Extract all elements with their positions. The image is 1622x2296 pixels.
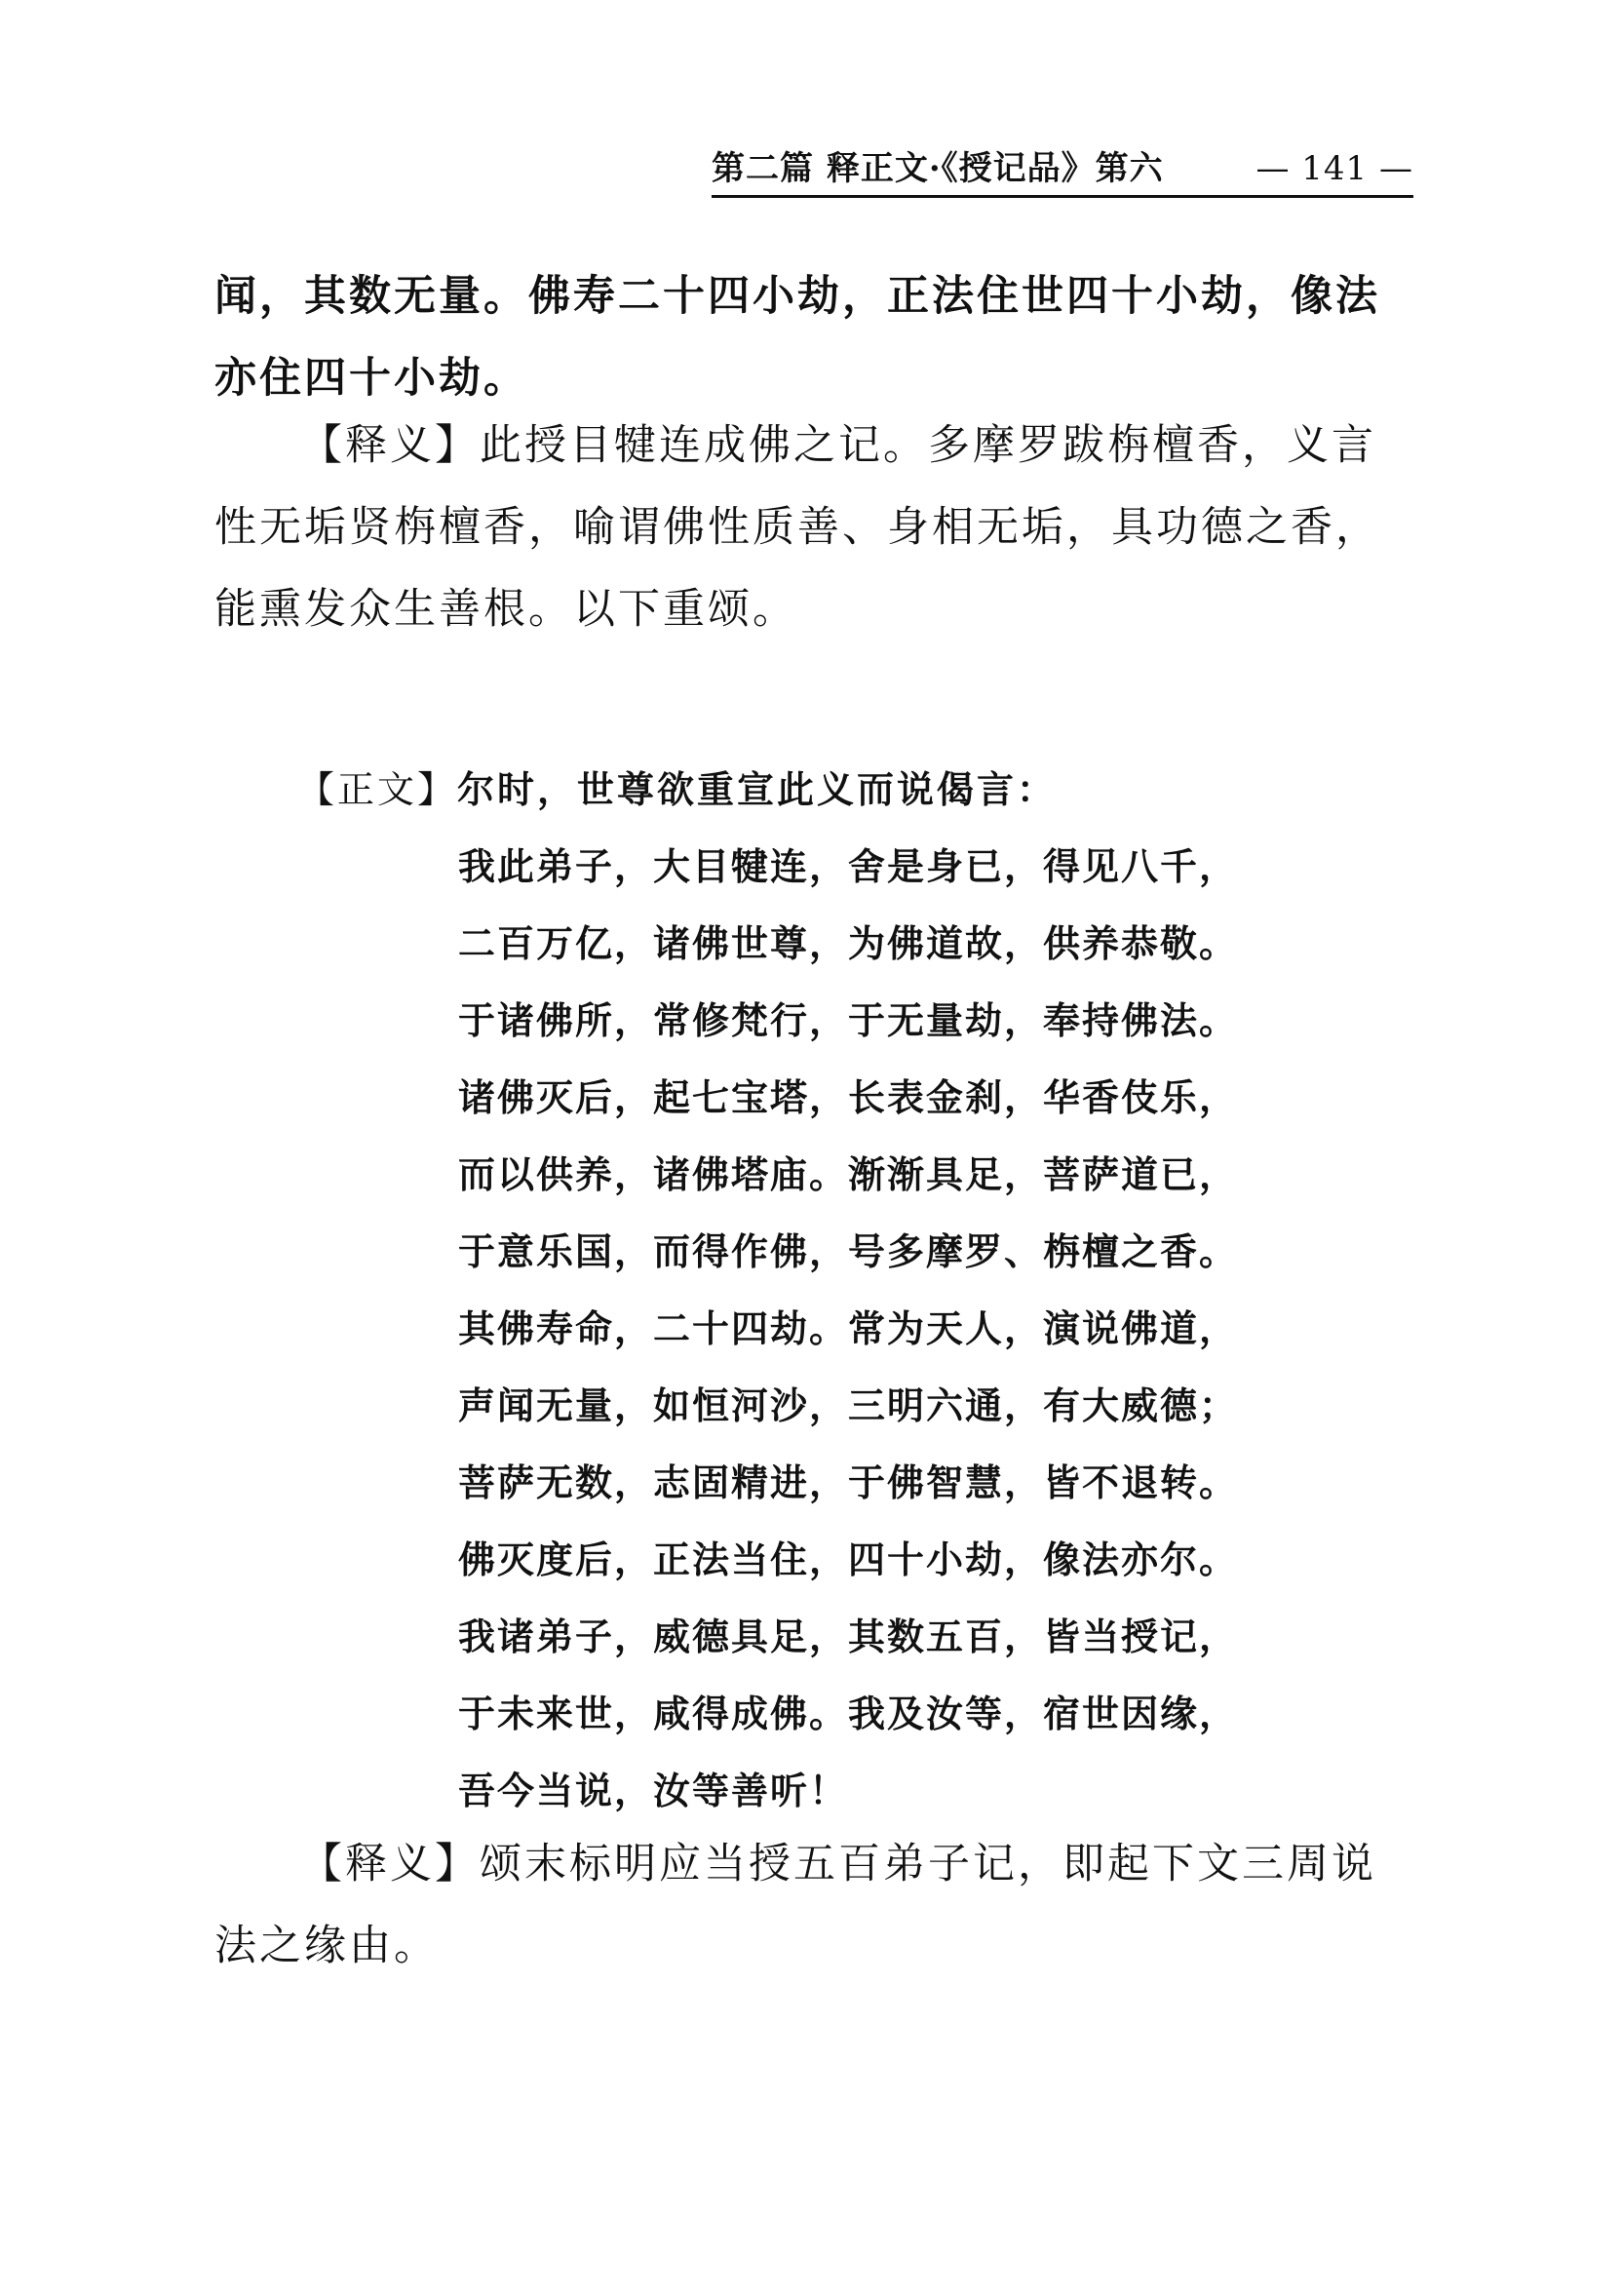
verse-line: 声闻无量，如恒河沙，三明六通，有大威德；	[458, 1384, 1239, 1427]
page-number: — 141 —	[1255, 149, 1413, 188]
verse-line: 其佛寿命，二十四劫。常为天人，演说佛道，	[458, 1307, 1239, 1350]
paragraph-continuation	[214, 255, 1413, 419]
verse-line: 菩萨无数，志固精进，于佛智慧，皆不退转。	[458, 1461, 1239, 1504]
verse-line: 诸佛灭后，起七宝塔，长表金刹，华香伎乐，	[458, 1076, 1239, 1119]
commentary-text: 此授目犍连成佛之记。多摩罗跋栴檀香，义言性无垢贤栴檀香，喻谓佛性质善、身相无垢，具功德之香，能熏发众生善根。以下重颂。	[214, 421, 1380, 634]
verse-line: 二百万亿，诸佛世尊，为佛道故，供养恭敬。	[458, 922, 1239, 965]
verse-line: 我此弟子，大目犍连，舍是身已，得见八千，	[458, 845, 1239, 888]
paragraph-scripture-intro	[297, 751, 1418, 829]
verse-line: 而以供养，诸佛塔庙。渐渐具足，菩萨道已，	[458, 1153, 1239, 1196]
verse-line: 吾今当说，汝等善听！	[458, 1770, 849, 1812]
verse-line: 于诸佛所，常修梵行，于无量劫，奉持佛法。	[458, 999, 1239, 1042]
paragraph-text: 闻，其数无量。佛寿二十四小劫，正法住世四十小劫，像法亦住四十小劫。	[214, 272, 1380, 403]
verse-line: 我诸弟子，威德具足，其数五百，皆当授记，	[458, 1615, 1239, 1658]
commentary-label: 【释义】	[300, 421, 480, 470]
header-title: 第二篇 释正文·《授记品》第六	[712, 149, 1164, 188]
commentary-text: 颂末标明应当授五百弟子记，即起下文三周说法之缘由。	[214, 1840, 1376, 1970]
paragraph-commentary-2	[214, 1823, 1413, 1987]
scripture-label: 【正文】	[297, 768, 458, 811]
verse-line: 于意乐国，而得作佛，号多摩罗、栴檀之香。	[458, 1230, 1239, 1273]
scripture-intro-text: 尔时，世尊欲重宣此义而说偈言：	[457, 768, 1058, 811]
header-rule	[712, 195, 1413, 198]
commentary-label: 【释义】	[300, 1840, 480, 1888]
verse-line: 于未来世，咸得成佛。我及汝等，宿世因缘，	[458, 1693, 1239, 1735]
running-header	[712, 144, 1413, 193]
paragraph-commentary-1	[214, 405, 1413, 650]
verse-block	[458, 829, 1374, 1830]
verse-line: 佛灭度后，正法当住，四十小劫，像法亦尔。	[458, 1538, 1239, 1581]
